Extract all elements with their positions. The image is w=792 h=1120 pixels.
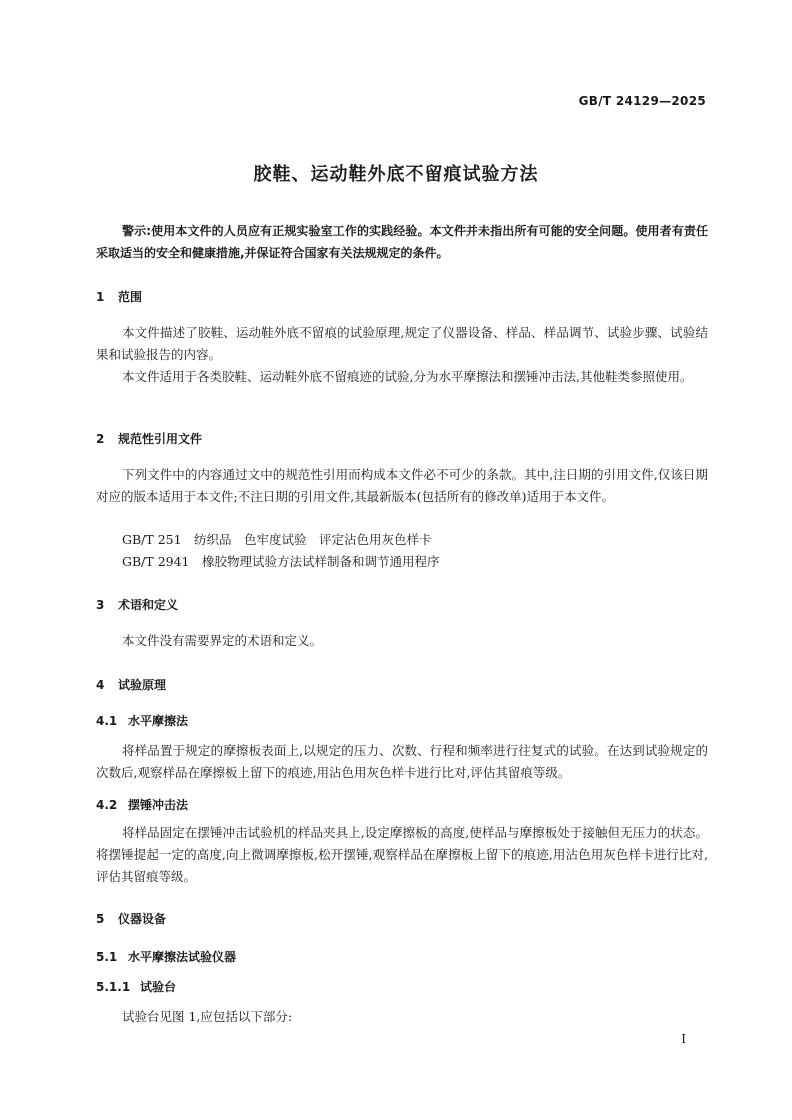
section-5-heading <box>96 910 166 927</box>
standard-code: GB/T 24129—2025 <box>578 94 706 108</box>
section-number: 2 <box>96 432 105 446</box>
section-number: 5.1.1 <box>96 980 131 994</box>
section-title: 水平摩擦法 <box>128 714 189 728</box>
section-number: 4.1 <box>96 714 118 728</box>
subsection-5-1-1-heading <box>96 978 176 995</box>
section-title: 水平摩擦法试验仪器 <box>128 950 237 964</box>
subsection-4-2-heading <box>96 796 188 813</box>
document-title: 胶鞋、运动鞋外底不留痕试验方法 <box>253 164 539 185</box>
normative-reference-2: GB/T 2941 橡胶物理试验方法试样制备和调节通用程序 <box>122 554 440 569</box>
subsection-4-1-paragraph: 将样品置于规定的摩擦板表面上,以规定的压力、次数、行程和频率进行往复式的试验。在达到试验规定的次数后,观察样品在摩擦板上留下的痕迹,用沾色用灰色样卡进行比对,评估其留痕等级。 <box>96 743 708 780</box>
subsection-5-1-heading <box>96 948 236 965</box>
subsection-4-2-paragraph: 将样品固定在摆锤冲击试验机的样品夹具上,设定摩擦板的高度,使样品与摩擦板处于接触但无压力的状态。将摆锤提起一定的高度,向上微调摩擦板,松开摆锤,观察样品在摩擦板上留下的痕迹,用沾色用灰色样卡进行比对,评估其留痕等级。 <box>96 825 708 884</box>
section-number: 5.1 <box>96 950 118 964</box>
section-title: 试验台 <box>140 980 177 994</box>
section-3-heading <box>96 596 178 613</box>
section-number: 5 <box>96 912 105 926</box>
section-number: 1 <box>96 290 105 304</box>
section-title: 试验原理 <box>118 678 167 692</box>
section-number: 4.2 <box>96 798 118 812</box>
section-1-paragraph-1: 本文件描述了胶鞋、运动鞋外底不留痕的试验原理,规定了仪器设备、样品、样品调节、试验步骤、试验结果和试验报告的内容。 <box>96 325 708 362</box>
subsection-4-1-heading <box>96 712 188 729</box>
section-title: 术语和定义 <box>118 598 179 612</box>
warning-paragraph: 警示:使用本文件的人员应有正规实验室工作的实践经验。本文件并未指出所有可能的安全问题。使用者有责任采取适当的安全和健康措施,并保证符合国家有关法规规定的条件。 <box>96 224 708 260</box>
section-title: 规范性引用文件 <box>118 432 203 446</box>
section-title: 范围 <box>118 290 143 304</box>
normative-reference-1: GB/T 251 纺织品 色牢度试验 评定沾色用灰色样卡 <box>122 532 432 547</box>
subsection-5-1-1-paragraph: 试验台见图 1,应包括以下部分: <box>122 1009 293 1024</box>
section-4-heading <box>96 676 166 693</box>
section-number: 3 <box>96 598 105 612</box>
section-2-heading <box>96 430 202 447</box>
page-number: I <box>681 1032 686 1046</box>
section-title: 摆锤冲击法 <box>128 798 189 812</box>
section-1-heading <box>96 288 142 305</box>
section-2-paragraph-1: 下列文件中的内容通过文中的规范性引用而构成本文件必不可少的条款。其中,注日期的引用文件,仅该日期对应的版本适用于本文件;不注日期的引用文件,其最新版本(包括所有的修改单)适用于本文件。 <box>96 467 708 504</box>
section-title: 仪器设备 <box>118 912 167 926</box>
section-3-paragraph-1: 本文件没有需要界定的术语和定义。 <box>122 633 323 648</box>
section-number: 4 <box>96 678 105 692</box>
section-1-paragraph-2: 本文件适用于各类胶鞋、运动鞋外底不留痕迹的试验,分为水平摩擦法和摆锤冲击法,其他鞋类参照使用。 <box>122 369 693 384</box>
